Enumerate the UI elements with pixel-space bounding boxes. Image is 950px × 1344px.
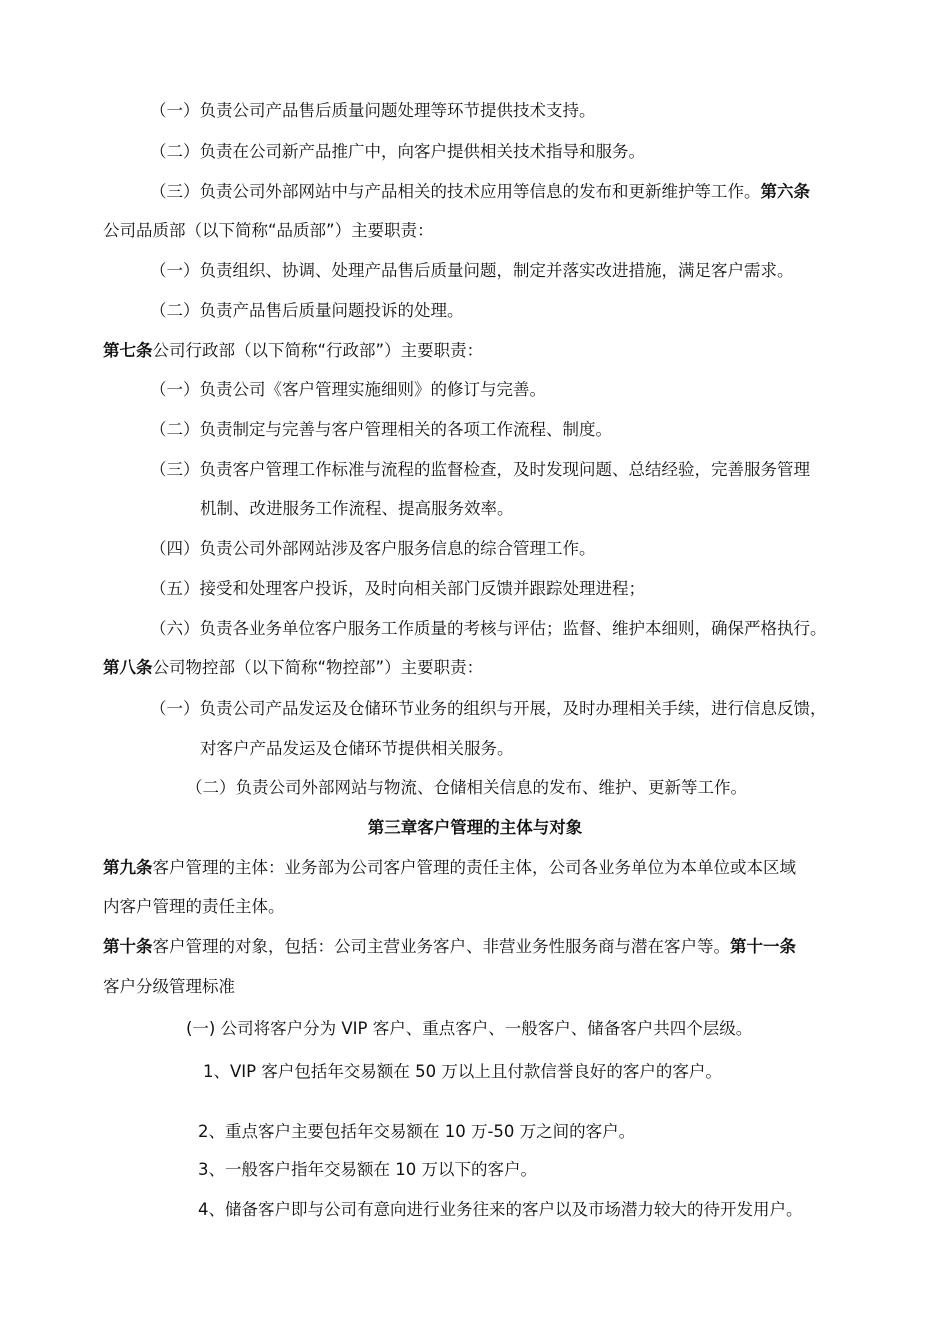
- text-line: （一）负责公司产品售后质量问题处理等环节提供技术支持。: [150, 101, 596, 120]
- text-line: （二）负责制定与完善与客户管理相关的各项工作流程、制度。: [150, 420, 612, 439]
- text-line: 1、VIP 客户包括年交易额在 50 万以上且付款信誉良好的客户的客户。: [203, 1062, 722, 1081]
- text-line: 内客户管理的责任主体。: [103, 897, 285, 916]
- text-line: （二）负责公司外部网站与物流、仓储相关信息的发布、维护、更新等工作。: [186, 778, 747, 797]
- text-line: 机制、改进服务工作流程、提高服务效率。: [200, 499, 514, 518]
- text-line: （四）负责公司外部网站涉及客户服务信息的综合管理工作。: [150, 539, 596, 558]
- chapter-heading: 第三章客户管理的主体与对象: [367, 818, 583, 837]
- text-line: 第八条公司物控部（以下简称“物控部”）主要职责：: [103, 658, 484, 677]
- text-line: 对客户产品发运及仓储环节提供相关服务。: [200, 739, 514, 758]
- text-line: （一）负责组织、协调、处理产品售后质量问题，制定并落实改进措施，满足客户需求。: [150, 261, 794, 280]
- text-line: 第七条公司行政部（以下简称“行政部”）主要职责：: [103, 341, 484, 360]
- text-line: (一) 公司将客户分为 VIP 客户、重点客户、一般客户、储备客户共四个层级。: [186, 1019, 753, 1038]
- text-line: （一）负责公司《客户管理实施细则》的修订与完善。: [150, 380, 546, 399]
- text-line: （三）负责公司外部网站中与产品相关的技术应用等信息的发布和更新维护等工作。第六条: [150, 182, 810, 201]
- text-line: 第九条客户管理的主体：业务部为公司客户管理的责任主体，公司各业务单位为本单位或本区域: [103, 858, 796, 877]
- text-line: （六）负责各业务单位客户服务工作质量的考核与评估；监督、维护本细则，确保严格执行。: [150, 619, 827, 638]
- article-number: 第六条: [760, 182, 810, 201]
- text-line: 2、重点客户主要包括年交易额在 10 万-50 万之间的客户。: [198, 1122, 636, 1141]
- text-line: 第十条客户管理的对象，包括：公司主营业务客户、非营业务性服务商与潜在客户等。第十一条: [103, 937, 796, 956]
- text-line: 4、储备客户即与公司有意向进行业务往来的客户以及市场潜力较大的待开发用户。: [198, 1200, 803, 1219]
- text-line: 公司品质部（以下简称“品质部”）主要职责：: [103, 221, 434, 240]
- article-number: 第十一条: [730, 937, 796, 956]
- text-line: （二）负责在公司新产品推广中，向客户提供相关技术指导和服务。: [150, 142, 645, 161]
- article-number: 第七条: [103, 341, 153, 360]
- text-line: （一）负责公司产品发运及仓储环节业务的组织与开展，及时办理相关手续，进行信息反馈，: [150, 699, 827, 718]
- text-line: （三）负责客户管理工作标准与流程的监督检查，及时发现问题、总结经验，完善服务管理: [150, 460, 810, 479]
- text-line: （二）负责产品售后质量问题投诉的处理。: [150, 301, 464, 320]
- text-line: 客户分级管理标准: [103, 977, 235, 996]
- article-number: 第九条: [103, 858, 153, 877]
- text-line: （五）接受和处理客户投诉，及时向相关部门反馈并跟踪处理进程；: [150, 579, 645, 598]
- text-line: 3、一般客户指年交易额在 10 万以下的客户。: [198, 1160, 537, 1179]
- article-number: 第八条: [103, 658, 153, 677]
- article-number: 第十条: [103, 937, 153, 956]
